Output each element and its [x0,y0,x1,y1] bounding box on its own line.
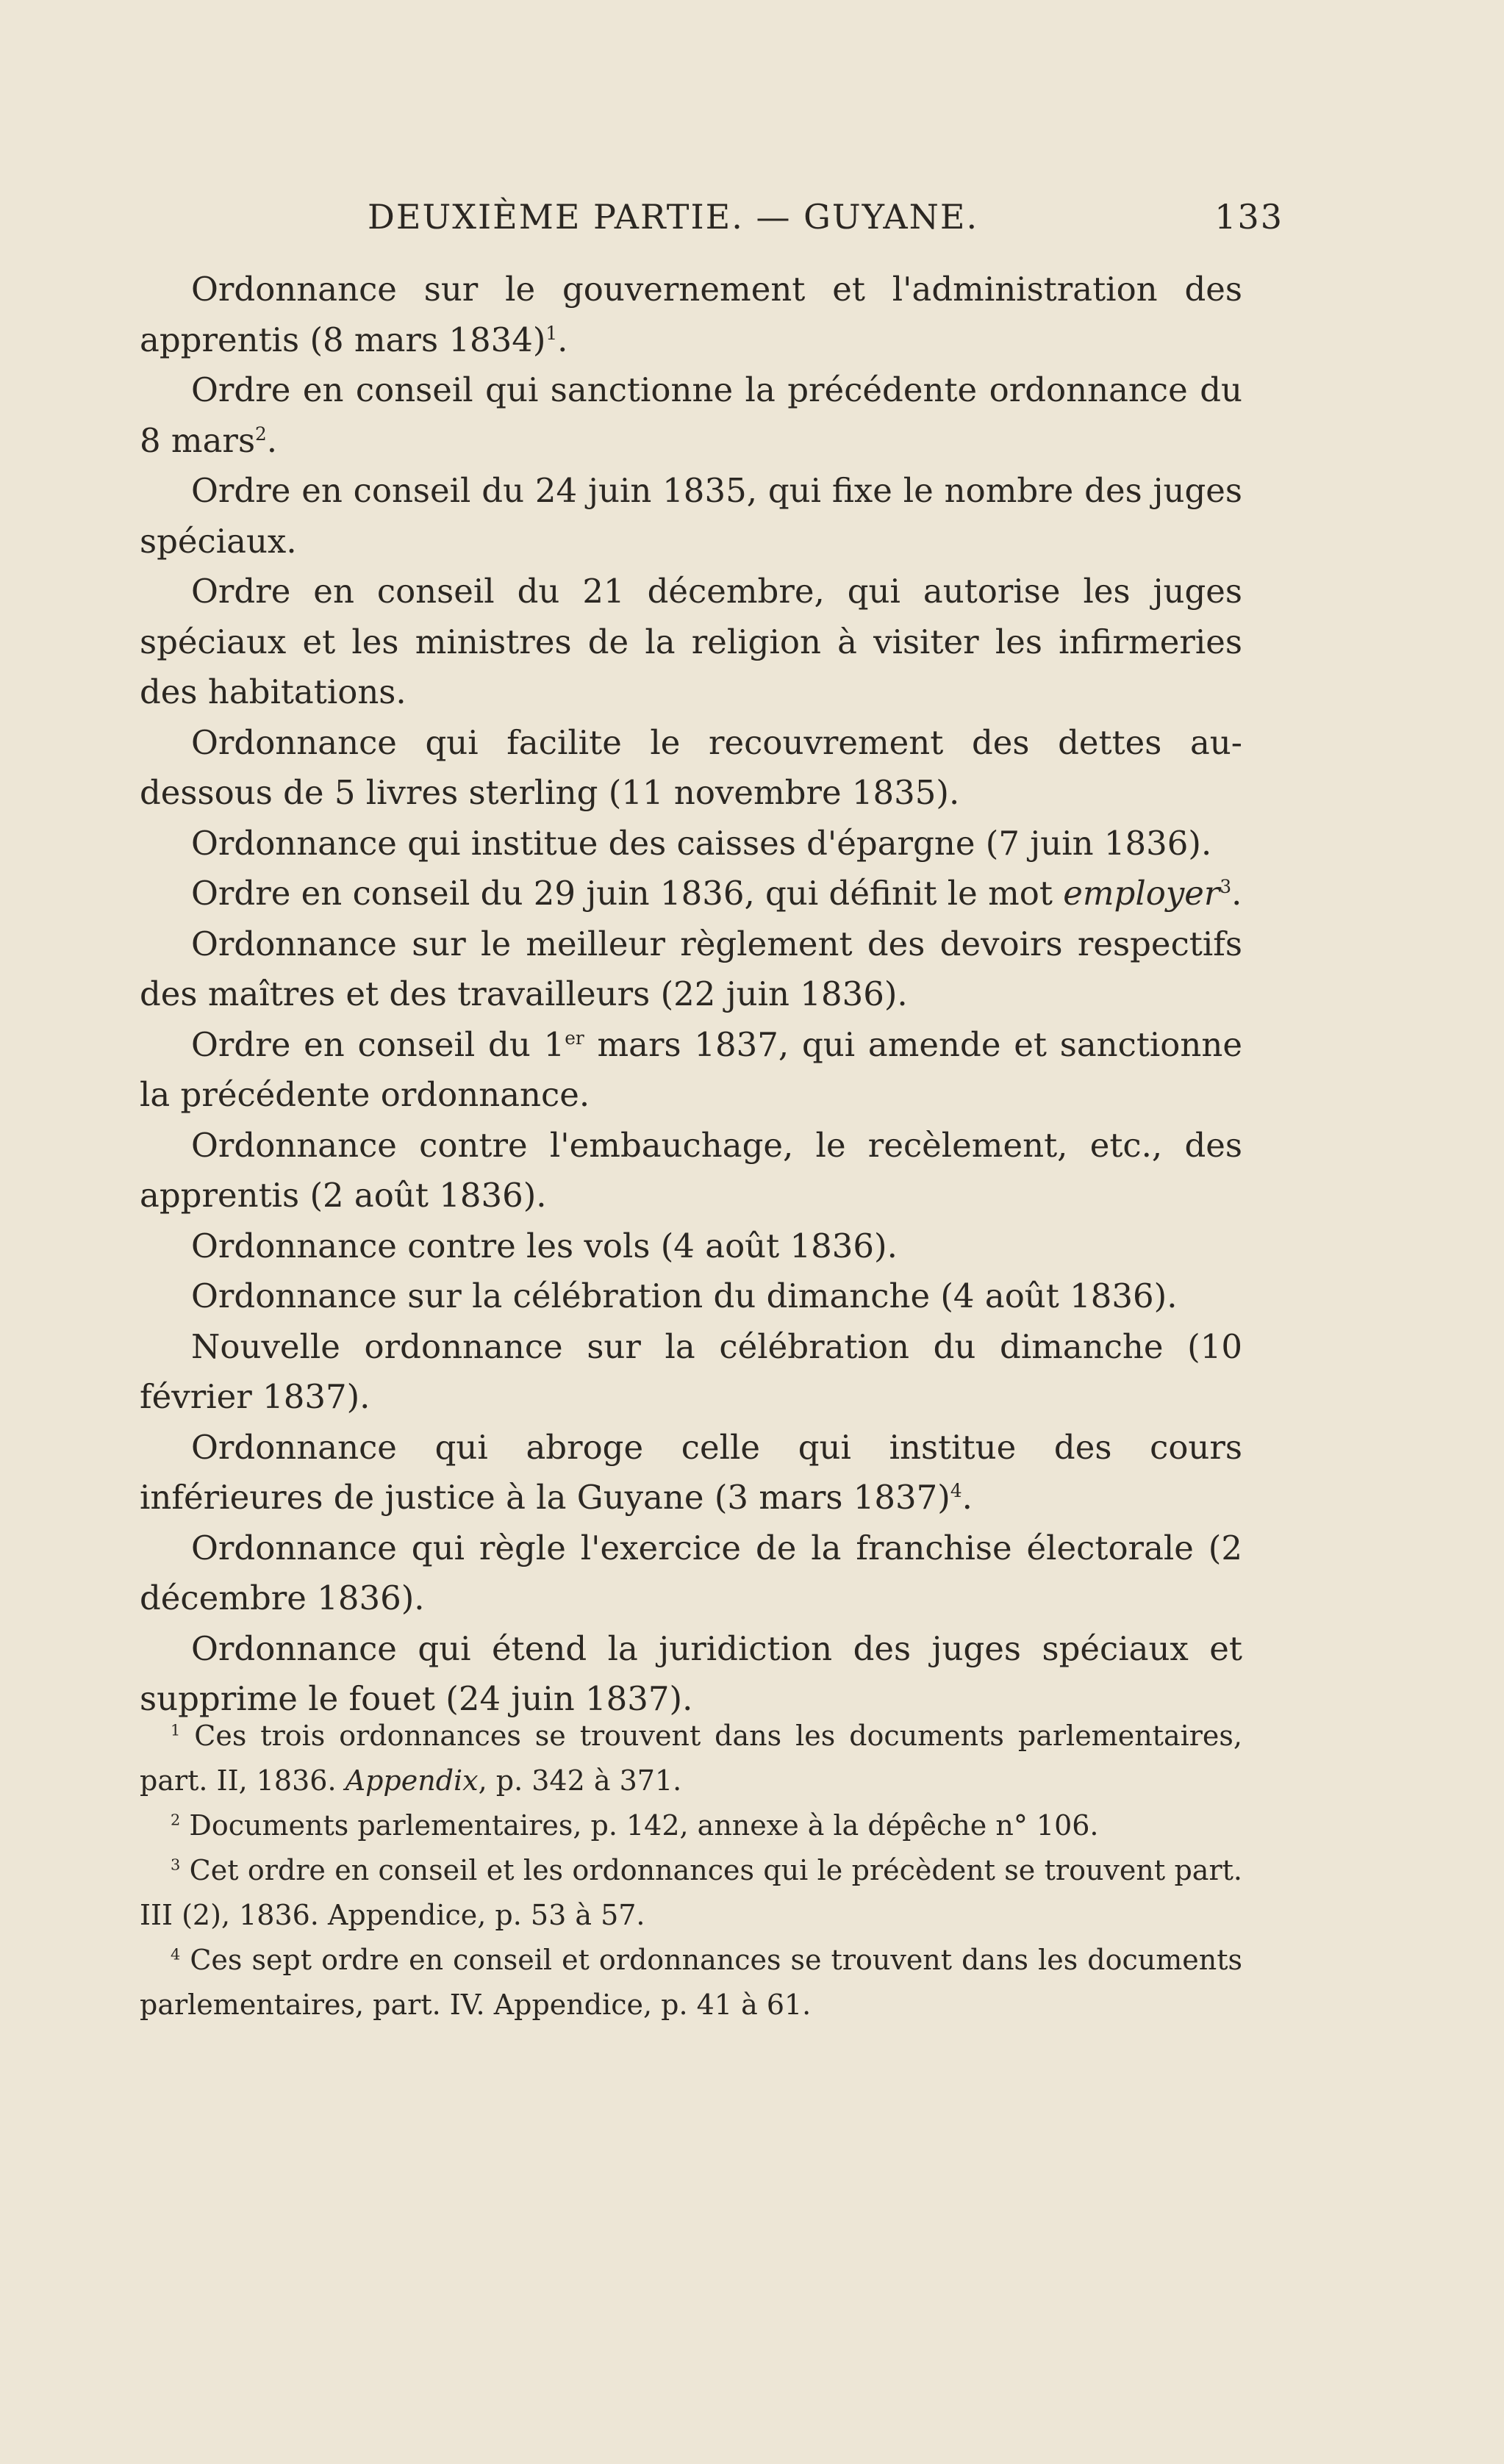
italic-term: Appendix [345,1764,479,1797]
page-number: 133 [1214,197,1283,237]
paragraph: Ordonnance qui institue des caisses d'épargne (7 juin 1836). [191,823,1212,863]
header-title: DEUXIÈME PARTIE. — GUYANE. [368,197,979,237]
ordinal-suffix: er [565,1027,584,1049]
paragraph: Ordonnance sur la célébration du dimanche (4 août 1836). [191,1276,1178,1315]
running-header [140,197,1283,248]
body-text [140,265,1242,1725]
paragraph: Ordre en conseil qui sanctionne la précédente ordonnance du 8 mars$^2$. [140,370,1242,460]
italic-term: employer [1063,874,1220,913]
footnote: $^3$ Cet ordre en conseil et les ordonnances qui le précèdent se trouvent part. III (2), 1836. Appendice, p. 53 à 57. [140,1854,1242,1931]
paragraph: Ordonnance qui règle l'exercice de la franchise électorale (2 décembre 1836). [140,1528,1242,1617]
paragraph: Ordre en conseil du 1er mars 1837, qui amende et sanctionne la précédente ordonnance. [140,1024,1242,1114]
paragraph: Ordonnance contre les vols (4 août 1836). [191,1226,898,1265]
footnote-ref[interactable]: 1 [545,322,558,344]
footnote-mark: 4 [171,1945,181,1964]
footnote-mark: 1 [171,1721,181,1739]
paragraph: Nouvelle ordonnance sur la célébration du dimanche (10 février 1837). [140,1326,1242,1416]
footnote: $^1$ Ces trois ordonnances se trouvent dans les documents parlementaires, part. II, 1836. Appendix, p. 342 à 371. [140,1720,1242,1797]
paragraph: Ordonnance sur le meilleur règlement des devoirs respectifs des maîtres et des travailleurs (22 juin 1836). [140,924,1242,1013]
footnote-ref[interactable]: 2 [255,423,267,445]
paragraph: Ordonnance qui abroge celle qui institue des cours inférieures de justice à la Guyane (3 mars 1837)$^4$. [140,1427,1242,1517]
paragraph: Ordonnance sur le gouvernement et l'administration des apprentis (8 mars 1834)$^1$. [140,270,1242,359]
footnote-mark: 3 [171,1856,181,1874]
footnote-ref[interactable]: 3 [1220,876,1232,897]
paragraph: Ordonnance qui étend la juridiction des juges spéciaux et supprime le fouet (24 juin 1837). [140,1628,1242,1718]
footnote: $^2$ Documents parlementaires, p. 142, annexe à la dépêche n° 106. [171,1809,1099,1842]
footnotes [140,1714,1242,2027]
paragraph: Ordonnance contre l'embauchage, le recèlement, etc., des apprentis (2 août 1836). [140,1125,1242,1215]
footnote-ref[interactable]: 4 [950,1480,962,1501]
paragraph: Ordonnance qui facilite le recouvrement des dettes au-dessous de 5 livres sterling (11 novembre 1835). [140,722,1242,812]
paragraph: Ordre en conseil du 24 juin 1835, qui fixe le nombre des juges spéciaux. [140,471,1242,561]
paragraph: Ordre en conseil du 21 décembre, qui autorise les juges spéciaux et les ministres de la religion à visiter les infirmeries des habitations. [140,572,1242,711]
footnote: $^4$ Ces sept ordre en conseil et ordonnances se trouvent dans les documents parlementaires, part. IV. Appendice, p. 41 à 61. [140,1944,1242,2021]
footnote-mark: 2 [171,1811,181,1829]
paragraph: Ordre en conseil du 29 juin 1836, qui définit le mot employer$^3$. [191,874,1242,913]
